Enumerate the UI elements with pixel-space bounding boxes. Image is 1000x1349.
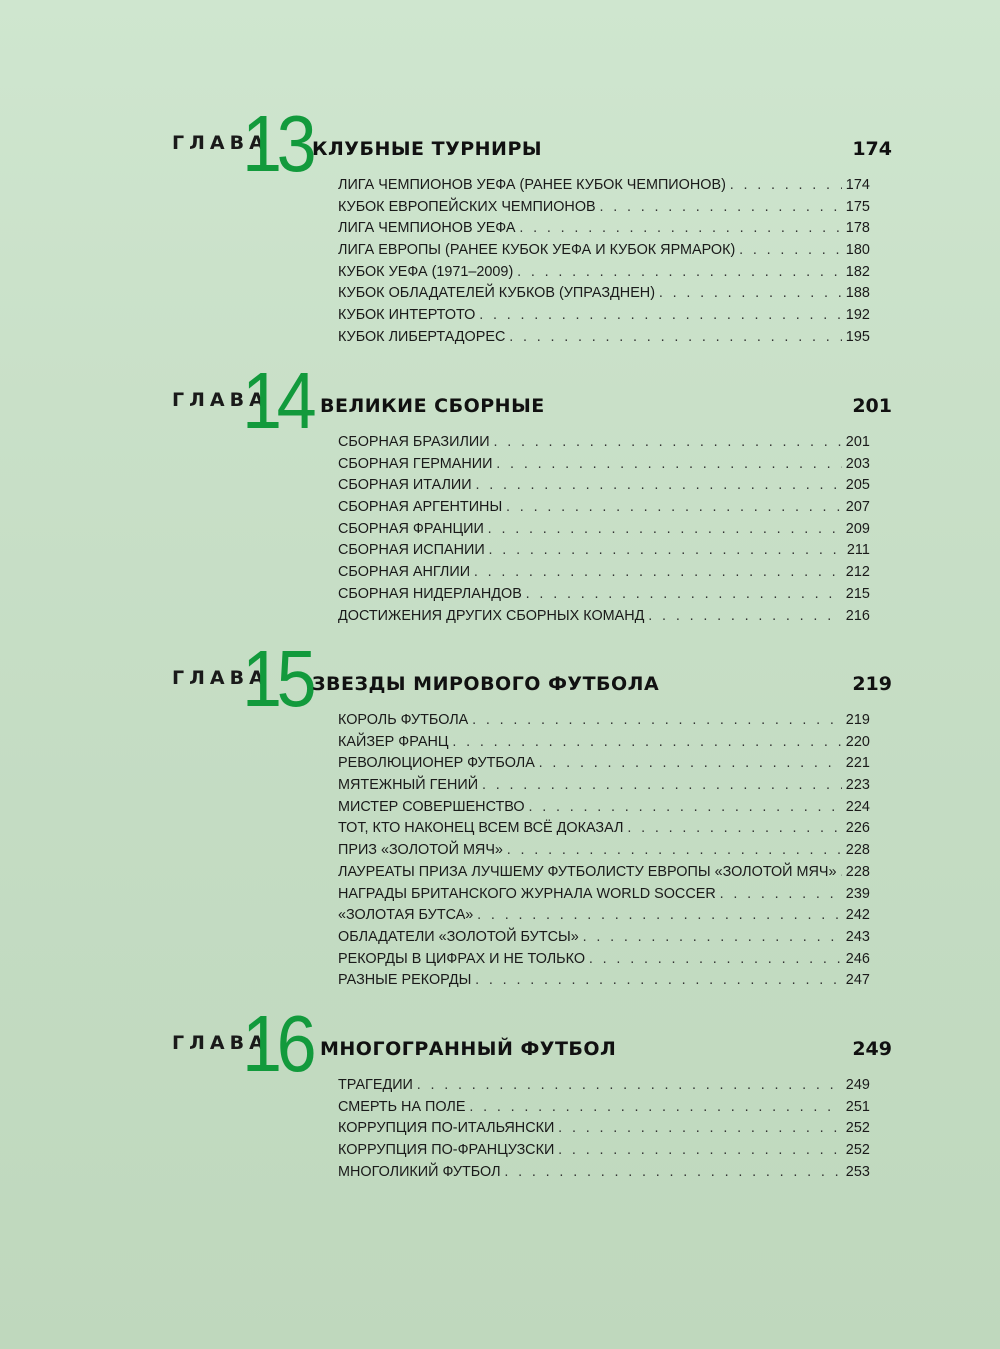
toc-entry[interactable] bbox=[338, 1141, 870, 1163]
toc-entry[interactable] bbox=[338, 950, 870, 972]
entry-page: 246 bbox=[845, 949, 870, 967]
entry-page: 216 bbox=[845, 606, 870, 624]
leader-dots bbox=[477, 906, 842, 923]
entry-title: КОРРУПЦИЯ ПО-ИТАЛЬЯНСКИ bbox=[338, 1119, 555, 1137]
entry-title: МЯТЕЖНЫЙ ГЕНИЙ bbox=[338, 776, 479, 794]
toc-entry[interactable] bbox=[338, 476, 870, 498]
entry-page: 174 bbox=[845, 176, 870, 193]
leader-dots bbox=[720, 885, 842, 902]
toc-entry[interactable] bbox=[338, 306, 870, 328]
chapter-label: ГЛАВА bbox=[172, 389, 269, 411]
entry-title: ЛИГА ЕВРОПЫ (РАНЕЕ КУБОК УЕФА И КУБОК ЯРМАРОК) bbox=[338, 241, 736, 259]
leader-dots bbox=[519, 219, 842, 236]
toc-entry[interactable] bbox=[338, 841, 870, 863]
chapter-page: 201 bbox=[852, 395, 892, 417]
entry-title: МИСТЕР СОВЕРШЕНСТВО bbox=[338, 797, 525, 815]
entry-page: 207 bbox=[845, 498, 870, 516]
entry-page: 195 bbox=[845, 327, 870, 345]
entry-title: СБОРНАЯ АРГЕНТИНЫ bbox=[338, 498, 503, 516]
leader-dots bbox=[452, 733, 842, 750]
entry-title: ПРИЗ «ЗОЛОТОЙ МЯЧ» bbox=[338, 841, 503, 859]
chapter-entries bbox=[338, 1076, 892, 1184]
entry-title: СБОРНАЯ ИТАЛИИ bbox=[338, 476, 472, 494]
toc-entry[interactable] bbox=[338, 863, 870, 885]
leader-dots bbox=[659, 284, 842, 301]
leader-dots bbox=[599, 198, 842, 215]
toc-entry[interactable] bbox=[338, 541, 870, 563]
leader-dots bbox=[488, 520, 842, 537]
chapter-title: МНОГОГРАННЫЙ ФУТБОЛ bbox=[320, 1038, 617, 1060]
toc-entry[interactable] bbox=[338, 455, 870, 477]
leader-dots bbox=[528, 798, 842, 815]
leader-dots bbox=[472, 711, 842, 728]
entry-title: КОРОЛЬ ФУТБОЛА bbox=[338, 711, 469, 728]
toc-entry[interactable] bbox=[338, 776, 870, 798]
toc-entry[interactable] bbox=[338, 585, 870, 607]
entry-page: 223 bbox=[845, 776, 870, 794]
leader-dots bbox=[504, 1163, 842, 1180]
leader-dots bbox=[648, 607, 842, 624]
entry-page: 180 bbox=[845, 241, 870, 259]
entry-page: 215 bbox=[845, 584, 870, 602]
entry-page: 252 bbox=[845, 1119, 870, 1137]
leader-dots bbox=[558, 1119, 842, 1136]
entry-title: РАЗНЫЕ РЕКОРДЫ bbox=[338, 971, 472, 989]
leader-dots bbox=[539, 754, 842, 771]
toc-entry[interactable] bbox=[338, 263, 870, 285]
leader-dots bbox=[507, 841, 842, 858]
toc-entry[interactable] bbox=[338, 798, 870, 820]
leader-dots bbox=[417, 1076, 842, 1093]
toc-entry[interactable] bbox=[338, 241, 870, 263]
entry-title: ДОСТИЖЕНИЯ ДРУГИХ СБОРНЫХ КОМАНД bbox=[338, 606, 645, 624]
entry-title: «ЗОЛОТАЯ БУТСА» bbox=[338, 906, 474, 924]
entry-title: СБОРНАЯ ГЕРМАНИИ bbox=[338, 454, 493, 472]
chapter-label: ГЛАВА bbox=[172, 1032, 269, 1054]
chapter-label: ГЛАВА bbox=[172, 132, 269, 154]
leader-dots bbox=[489, 541, 843, 558]
leader-dots bbox=[474, 563, 842, 580]
chapter-number: 15 bbox=[242, 634, 312, 723]
toc-entry[interactable] bbox=[338, 1163, 870, 1185]
entry-page: 251 bbox=[845, 1097, 870, 1115]
toc-entry[interactable] bbox=[338, 1098, 870, 1120]
toc-entry[interactable] bbox=[338, 498, 870, 520]
toc-entry[interactable] bbox=[338, 433, 870, 455]
toc-entry[interactable] bbox=[338, 328, 870, 350]
chapter-number: 13 bbox=[242, 99, 312, 188]
chapter-label: ГЛАВА bbox=[172, 667, 269, 689]
entry-title: РЕКОРДЫ В ЦИФРАХ И НЕ ТОЛЬКО bbox=[338, 949, 586, 967]
leader-dots bbox=[730, 176, 842, 193]
leader-dots bbox=[589, 950, 842, 967]
chapter-entries bbox=[338, 711, 892, 993]
entry-page: 247 bbox=[845, 971, 870, 989]
entry-page: 205 bbox=[845, 476, 870, 494]
entry-title: КАЙЗЕР ФРАНЦ bbox=[338, 732, 449, 750]
entry-title: НАГРАДЫ БРИТАНСКОГО ЖУРНАЛА WORLD SOCCER bbox=[338, 884, 716, 902]
entry-title: ТРАГЕДИИ bbox=[338, 1076, 413, 1093]
entry-page: 243 bbox=[845, 927, 870, 945]
entry-page: 239 bbox=[845, 884, 870, 902]
entry-title: ЛИГА ЧЕМПИОНОВ УЕФА bbox=[338, 219, 516, 237]
entry-title: КУБОК ИНТЕРТОТО bbox=[338, 306, 476, 324]
entry-title: РЕВОЛЮЦИОНЕР ФУТБОЛА bbox=[338, 754, 535, 772]
toc-entry[interactable] bbox=[338, 819, 870, 841]
leader-dots bbox=[475, 971, 842, 988]
entry-page: 220 bbox=[845, 732, 870, 750]
entry-title: СБОРНАЯ НИДЕРЛАНДОВ bbox=[338, 584, 522, 602]
leader-dots bbox=[493, 433, 841, 450]
entry-page: 249 bbox=[845, 1076, 870, 1093]
leader-dots bbox=[627, 819, 842, 836]
toc-entry[interactable] bbox=[338, 607, 870, 629]
leader-dots bbox=[506, 498, 842, 515]
entry-page: 178 bbox=[845, 219, 870, 237]
entry-title: ОБЛАДАТЕЛИ «ЗОЛОТОЙ БУТСЫ» bbox=[338, 927, 579, 945]
chapter-title: ВЕЛИКИЕ СБОРНЫЕ bbox=[320, 395, 545, 417]
toc-entry[interactable] bbox=[338, 198, 870, 220]
entry-title: КУБОК ОБЛАДАТЕЛЕЙ КУБКОВ (УПРАЗДНЕН) bbox=[338, 284, 656, 302]
leader-dots bbox=[558, 1141, 842, 1158]
toc-entry[interactable] bbox=[338, 906, 870, 928]
leader-dots bbox=[583, 928, 842, 945]
leader-dots bbox=[479, 306, 842, 323]
leader-dots bbox=[469, 1098, 842, 1115]
toc-entry[interactable] bbox=[338, 928, 870, 950]
entry-page: 242 bbox=[845, 906, 870, 924]
entry-page: 192 bbox=[845, 306, 870, 324]
leader-dots bbox=[517, 263, 842, 280]
entry-page: 226 bbox=[845, 819, 870, 837]
toc-entry[interactable] bbox=[338, 885, 870, 907]
leader-dots bbox=[475, 476, 841, 493]
toc-entry[interactable] bbox=[338, 754, 870, 776]
chapter-page: 219 bbox=[852, 673, 892, 695]
leader-dots bbox=[509, 328, 842, 345]
toc-entry[interactable] bbox=[338, 1076, 870, 1098]
leader-dots bbox=[840, 863, 842, 880]
entry-page: 209 bbox=[845, 519, 870, 537]
entry-title: КУБОК ЕВРОПЕЙСКИХ ЧЕМПИОНОВ bbox=[338, 197, 596, 215]
entry-title: СБОРНАЯ ИСПАНИИ bbox=[338, 541, 485, 559]
entry-title: МНОГОЛИКИЙ ФУТБОЛ bbox=[338, 1162, 501, 1180]
chapter-number: 14 bbox=[242, 356, 312, 445]
entry-page: 219 bbox=[845, 711, 870, 728]
toc-entry[interactable] bbox=[338, 711, 870, 733]
leader-dots bbox=[526, 585, 842, 602]
chapter-entries bbox=[338, 176, 892, 350]
leader-dots bbox=[482, 776, 842, 793]
chapter-number: 16 bbox=[242, 999, 312, 1088]
toc-entry[interactable] bbox=[338, 1119, 870, 1141]
entry-page: 182 bbox=[845, 262, 870, 280]
entry-page: 188 bbox=[845, 284, 870, 302]
chapter-title: ЗВЕЗДЫ МИРОВОГО ФУТБОЛА bbox=[312, 673, 660, 695]
toc-entry[interactable] bbox=[338, 733, 870, 755]
entry-page: 211 bbox=[846, 541, 870, 559]
entry-title: СБОРНАЯ ФРАНЦИИ bbox=[338, 519, 484, 537]
entry-page: 253 bbox=[845, 1162, 870, 1180]
toc-entry[interactable] bbox=[338, 176, 870, 198]
entry-title: КУБОК ЛИБЕРТАДОРЕС bbox=[338, 327, 506, 345]
chapter-page: 174 bbox=[852, 138, 892, 160]
entry-title: СБОРНАЯ БРАЗИЛИИ bbox=[338, 433, 490, 450]
entry-page: 175 bbox=[845, 197, 870, 215]
entry-title: СМЕРТЬ НА ПОЛЕ bbox=[338, 1097, 466, 1115]
entry-page: 224 bbox=[845, 797, 870, 815]
toc-entry[interactable] bbox=[338, 971, 870, 993]
toc-entry[interactable] bbox=[338, 563, 870, 585]
entry-page: 228 bbox=[845, 841, 870, 859]
entry-page: 221 bbox=[845, 754, 870, 772]
entry-title: ТОТ, КТО НАКОНЕЦ ВСЕМ ВСЁ ДОКАЗАЛ bbox=[338, 819, 624, 837]
leader-dots bbox=[739, 241, 842, 258]
entry-page: 212 bbox=[845, 563, 870, 581]
chapter-entries bbox=[338, 433, 892, 628]
entry-title: СБОРНАЯ АНГЛИИ bbox=[338, 563, 471, 581]
entry-title: ЛАУРЕАТЫ ПРИЗА ЛУЧШЕМУ ФУТБОЛИСТУ ЕВРОПЫ «ЗОЛОТОЙ МЯЧ» bbox=[338, 862, 837, 880]
chapter-page: 249 bbox=[852, 1038, 892, 1060]
entry-page: 201 bbox=[845, 433, 870, 450]
entry-title: ЛИГА ЧЕМПИОНОВ УЕФА (РАНЕЕ КУБОК ЧЕМПИОНОВ) bbox=[338, 176, 726, 193]
entry-page: 228 bbox=[845, 862, 870, 880]
leader-dots bbox=[496, 455, 842, 472]
chapter-title: КЛУБНЫЕ ТУРНИРЫ bbox=[312, 138, 543, 160]
entry-page: 252 bbox=[845, 1141, 870, 1159]
toc-entry[interactable] bbox=[338, 219, 870, 241]
entry-page: 203 bbox=[845, 454, 870, 472]
entry-title: КУБОК УЕФА (1971–2009) bbox=[338, 262, 514, 280]
toc-entry[interactable] bbox=[338, 520, 870, 542]
toc-entry[interactable] bbox=[338, 284, 870, 306]
entry-title: КОРРУПЦИЯ ПО-ФРАНЦУЗСКИ bbox=[338, 1141, 555, 1159]
